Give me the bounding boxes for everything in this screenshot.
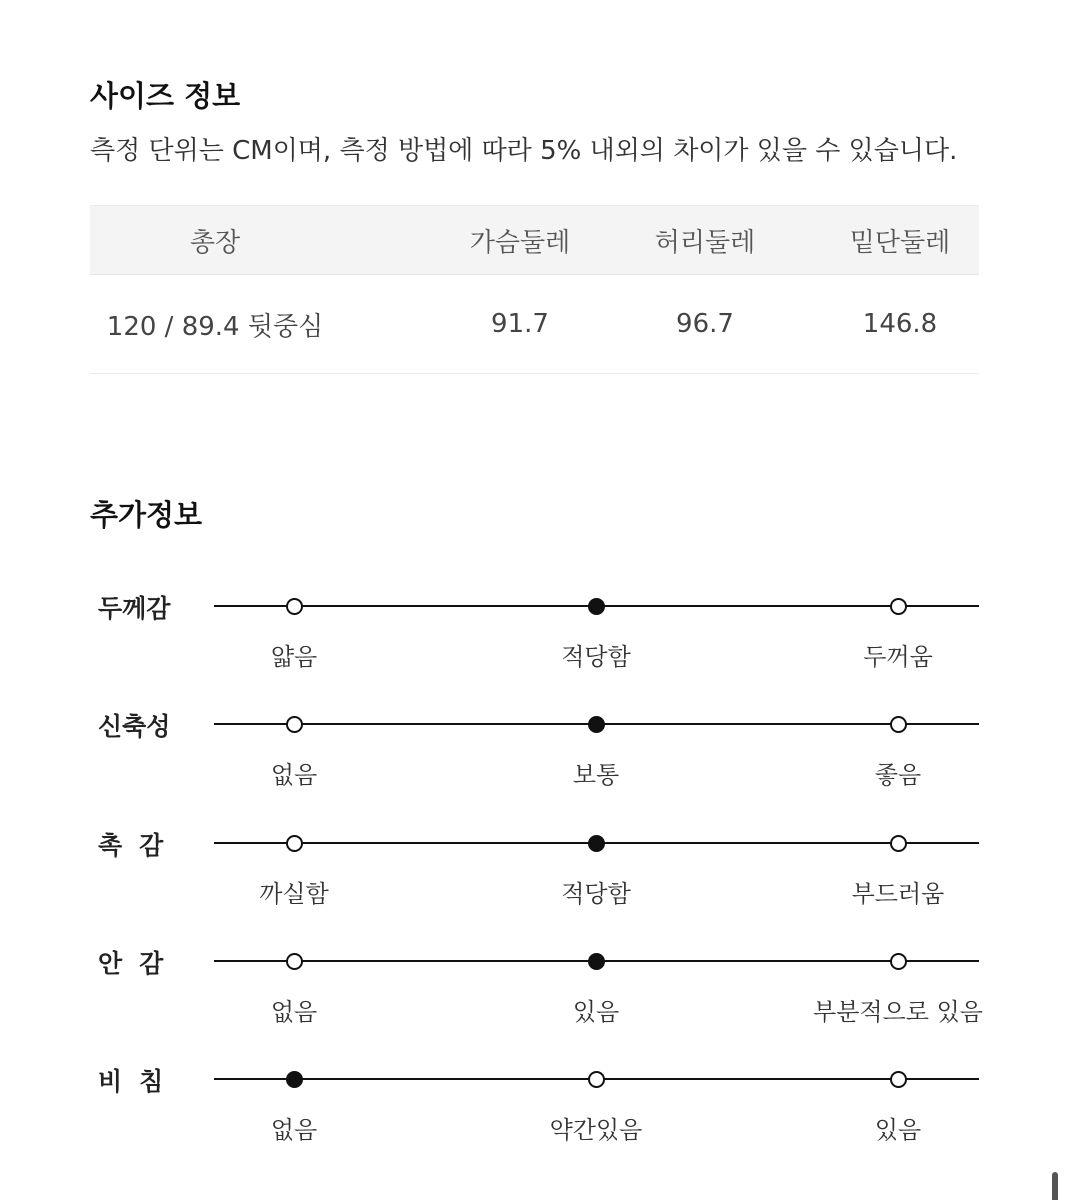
attribute-dot-sheerness-1 (588, 1071, 605, 1088)
scrollbar[interactable] (1052, 1172, 1058, 1200)
attribute-option-thickness-0: 얇음 (270, 643, 318, 671)
attribute-option-stretch-0: 없음 (270, 761, 318, 789)
attribute-option-texture-0: 까실함 (259, 880, 329, 908)
attribute-label-thickness: 두께감 (98, 594, 171, 623)
attribute-dot-stretch-2 (890, 716, 907, 733)
value-chest: 91.7 (491, 309, 549, 339)
value-hem: 146.8 (862, 309, 938, 339)
size-info-description: 측정 단위는 CM이며, 측정 방법에 따라 5% 내외의 차이가 있을 수 있습니다. (90, 136, 958, 166)
attribute-dot-sheerness-2 (890, 1071, 907, 1088)
attribute-label-lining: 안감 (98, 949, 181, 978)
attribute-label-stretch: 신축성 (98, 712, 171, 741)
header-total-length: 총장 (189, 227, 241, 258)
attribute-label-texture: 촉감 (98, 831, 181, 860)
attribute-option-texture-2: 부드러움 (851, 880, 945, 908)
attribute-dot-texture-0 (286, 835, 303, 852)
header-waist: 허리둘레 (654, 227, 756, 258)
attribute-option-lining-2: 부분적으로 있음 (813, 998, 983, 1026)
attribute-option-sheerness-2: 있음 (874, 1116, 922, 1144)
header-chest: 가슴둘레 (469, 227, 571, 258)
attribute-dot-thickness-0 (286, 598, 303, 615)
attribute-dot-sheerness-0 (286, 1071, 303, 1088)
attribute-option-sheerness-0: 없음 (270, 1116, 318, 1144)
attribute-option-stretch-2: 좋음 (874, 761, 922, 789)
size-table-header (90, 205, 979, 275)
attribute-dot-stretch-1 (588, 716, 605, 733)
attribute-dot-texture-1 (588, 835, 605, 852)
attribute-label-sheerness: 비침 (98, 1067, 181, 1096)
attribute-option-texture-1: 적당함 (561, 880, 631, 908)
value-total-length: 120 / 89.4 뒷중심 (106, 311, 324, 342)
attribute-option-thickness-2: 두꺼움 (863, 643, 933, 671)
attribute-dot-stretch-0 (286, 716, 303, 733)
value-waist: 96.7 (676, 309, 734, 339)
attribute-dot-texture-2 (890, 835, 907, 852)
table-row (90, 275, 979, 374)
header-hem: 밑단둘레 (849, 227, 951, 258)
attribute-option-thickness-1: 적당함 (561, 643, 631, 671)
attribute-option-sheerness-1: 약간있음 (549, 1116, 643, 1144)
size-info-title: 사이즈 정보 (90, 79, 241, 113)
attribute-dot-lining-0 (286, 953, 303, 970)
attribute-dot-thickness-1 (588, 598, 605, 615)
attribute-option-lining-1: 있음 (572, 998, 620, 1026)
attribute-dot-lining-2 (890, 953, 907, 970)
size-table (90, 205, 979, 374)
attribute-dot-lining-1 (588, 953, 605, 970)
extra-info-title: 추가정보 (90, 498, 203, 532)
attribute-dot-thickness-2 (890, 598, 907, 615)
attribute-option-stretch-1: 보통 (572, 761, 620, 789)
attribute-option-lining-0: 없음 (270, 998, 318, 1026)
